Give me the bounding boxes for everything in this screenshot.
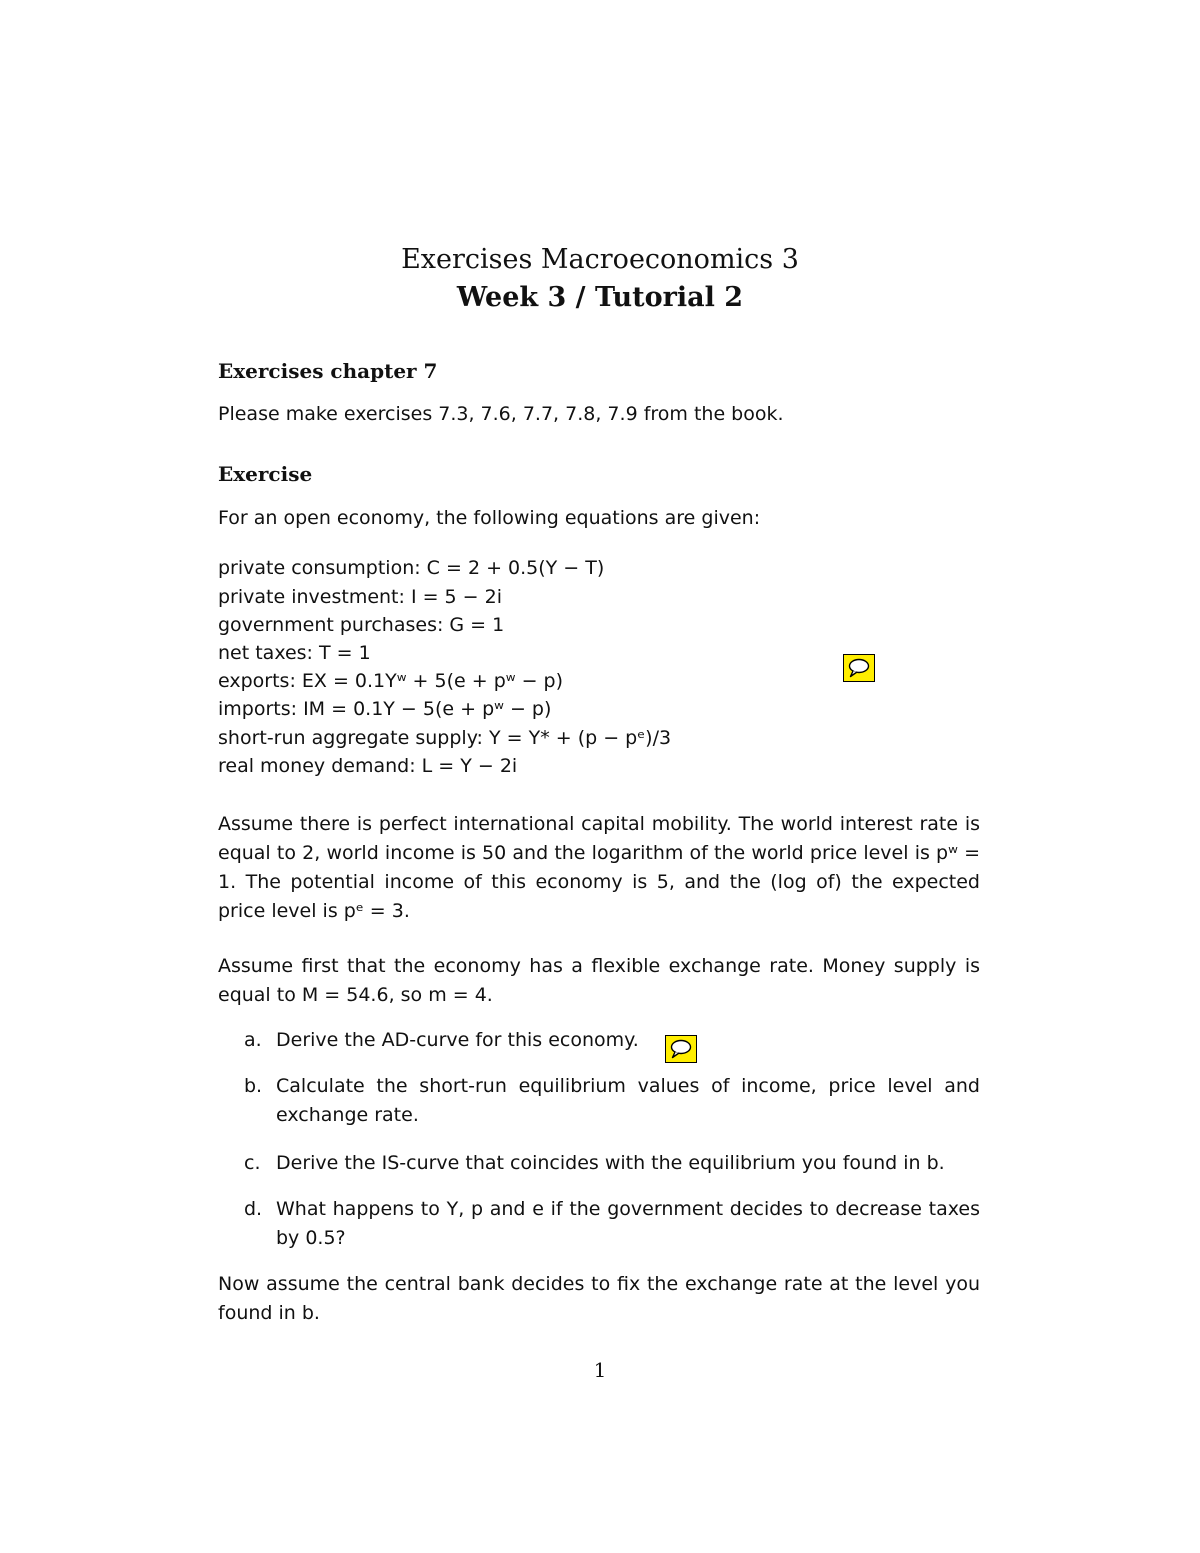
equation-imports: imports: IM = 0.1Y − 5(e + pʷ − p) xyxy=(218,698,552,720)
document-subtitle: Week 3 / Tutorial 2 xyxy=(456,282,744,313)
equation-government: government purchases: G = 1 xyxy=(218,614,505,636)
section-heading-exercise: Exercise xyxy=(218,462,313,486)
question-text: Calculate the short-run equilibrium values of income, price level and exchange rate. xyxy=(276,1075,980,1126)
question-text: Derive the IS-curve that coincides with the equilibrium you found in b. xyxy=(276,1152,945,1174)
question-a xyxy=(244,1026,980,1055)
comment-note-icon[interactable] xyxy=(665,1035,697,1063)
equation-investment: private investment: I = 5 − 2i xyxy=(218,586,503,608)
question-b xyxy=(244,1072,980,1130)
equation-taxes: net taxes: T = 1 xyxy=(218,642,371,664)
chapter-instructions: Please make exercises 7.3, 7.6, 7.7, 7.8, 7.9 from the book. xyxy=(218,403,784,425)
equation-money-demand: real money demand: L = Y − 2i xyxy=(218,755,518,777)
comment-note-icon[interactable] xyxy=(843,654,875,682)
flexible-rate-paragraph: Assume first that the economy has a flexible exchange rate. Money supply is equal to M = 54.6, so m = 4. xyxy=(218,955,980,1006)
document-title: Exercises Macroeconomics 3 xyxy=(401,244,799,275)
question-text: What happens to Y, p and e if the government decides to decrease taxes by 0.5? xyxy=(276,1198,980,1249)
equation-exports: exports: EX = 0.1Yʷ + 5(e + pʷ − p) xyxy=(218,670,564,692)
equation-supply: short-run aggregate supply: Y = Y* + (p − pᵉ)/3 xyxy=(218,727,672,749)
question-label: c. xyxy=(244,1152,261,1174)
question-c xyxy=(244,1149,980,1178)
question-label: d. xyxy=(244,1198,263,1220)
equation-consumption: private consumption: C = 2 + 0.5(Y − T) xyxy=(218,557,605,579)
question-label: b. xyxy=(244,1075,263,1097)
page-number: 1 xyxy=(593,1358,607,1382)
exercise-intro: For an open economy, the following equations are given: xyxy=(218,507,761,529)
question-d xyxy=(244,1195,980,1253)
section-heading-chapter: Exercises chapter 7 xyxy=(218,359,438,383)
assumption-paragraph: Assume there is perfect international capital mobility. The world interest rate is equal to 2, world income is 50 and the logarithm of the world price level is pʷ = 1. The potential income of this economy is 5, and the (log of) the expected price level is pᵉ = 3. xyxy=(218,813,980,922)
fixed-rate-paragraph: Now assume the central bank decides to fix the exchange rate at the level you found in b. xyxy=(218,1273,980,1324)
question-label: a. xyxy=(244,1029,262,1051)
question-text: Derive the AD-curve for this economy. xyxy=(276,1029,639,1051)
